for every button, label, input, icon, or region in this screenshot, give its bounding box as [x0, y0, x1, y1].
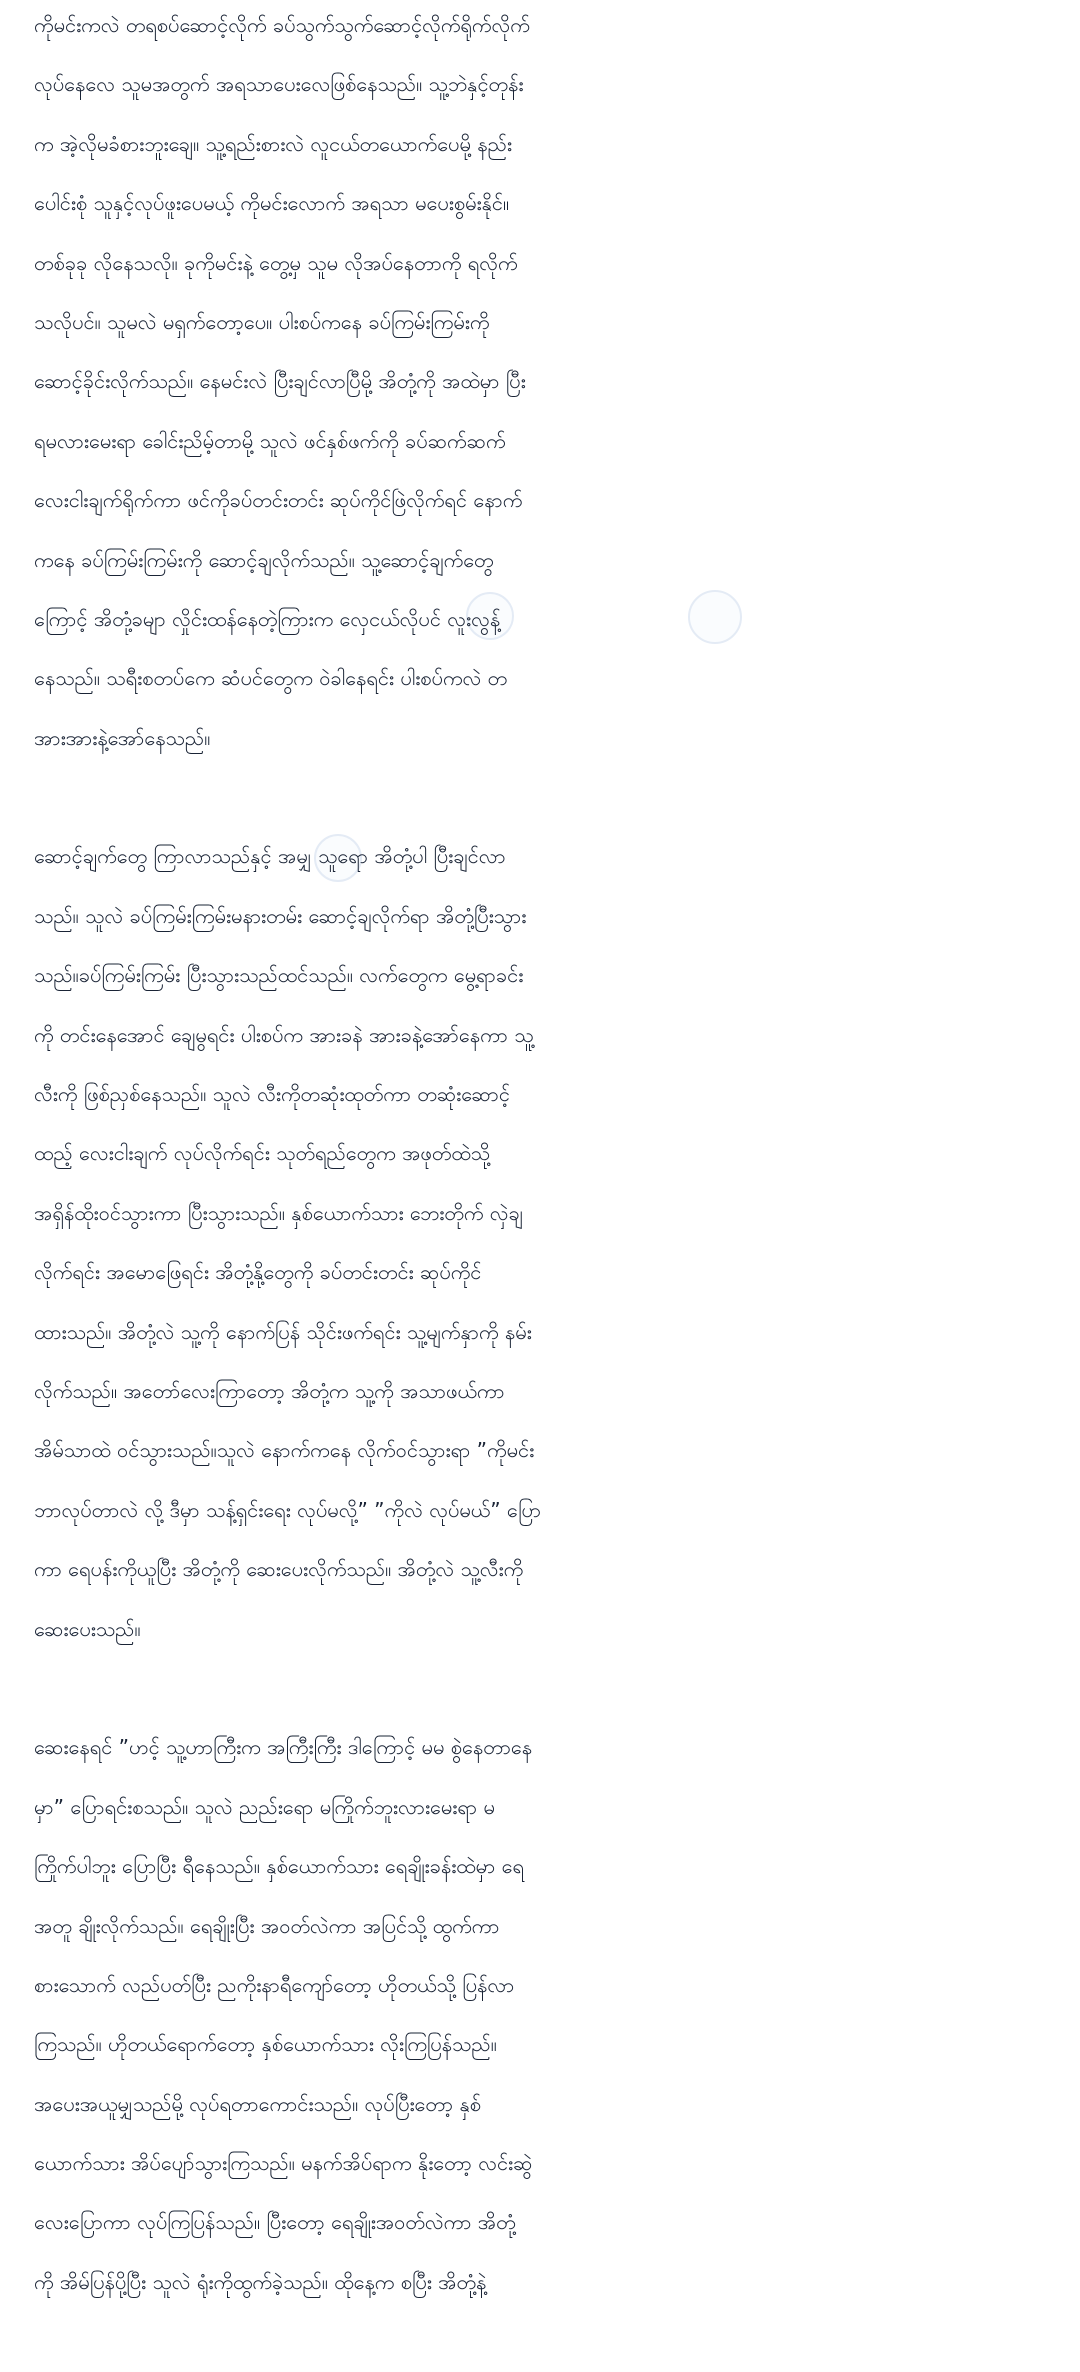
- text-line: သည်။ခပ်ကြမ်းကြမ်း ပြီးသွားသည်ထင်သည်။ လက်တွေက မွေ့ရာခင်း: [34, 963, 524, 988]
- text-line: ဆေးပေးသည်။: [34, 1616, 141, 1641]
- text-line: လိုက်သည်။ အတော်လေးကြာတော့ အိတုံ့က သူ့ကို အသာဖယ်ကာ: [34, 1378, 505, 1403]
- text-line: နေသည်။ သရီးစတပ်ကေ ဆံပင်တွေက ဝဲခါနေရင်း ပါးစပ်ကလဲ တ: [34, 666, 508, 691]
- text-line: ထည့် လေးငါးချက် လုပ်လိုက်ရင်း သုတ်ရည်တွေက အဖုတ်ထဲသို့: [34, 1141, 490, 1166]
- text-line: စားသောက် လည်ပတ်ပြီး ညကိုးနာရီကျော်တော့ ဟိုတယ်သို့ ပြန်လာ: [34, 1972, 515, 1997]
- text-line: အတူ ချိုးလိုက်သည်။ ရေချိုးပြီး အဝတ်လဲကာ အပြင်သို့ ထွက်ကာ: [34, 1913, 500, 1938]
- text-line: လီးကို ဖြစ်ညှစ်နေသည်။ သူလဲ လီးကိုတဆုံးထုတ်ကာ တဆုံးဆောင့်: [34, 1082, 510, 1107]
- text-line: က အဲ့လိုမခံစားဘူးချေ။ သူ့ရည်းစားလဲ လူငယ်တယောက်ပေမို့ နည်း: [34, 131, 513, 156]
- text-line: ဆောင့်ခိုင်းလိုက်သည်။ နေမင်းလဲ ပြီးချင်လာပြီမို့ အိတုံ့ကို အထဲမှာ ပြီး: [34, 369, 526, 394]
- text-line: သည်။ သူလဲ ခပ်ကြမ်းကြမ်းမနားတမ်း ဆောင့်ချလိုက်ရာ အိတုံ့ပြီးသွား: [34, 903, 527, 928]
- text-line: လုပ်နေလေ သူမအတွက် အရသာပေးလေဖြစ်နေသည်။ သူ့ဘဲနှင့်တုန်း: [34, 72, 524, 97]
- text-line: လေးပြောကာ လုပ်ကြပြန်သည်။ ပြီးတော့ ရေချိုးအဝတ်လဲကာ အိတုံ့: [34, 2210, 516, 2235]
- text-line: အားအားနဲ့အော်နေသည်။: [34, 725, 211, 750]
- text-line: ပေါင်းစုံ သူနှင့်လုပ်ဖူးပေမယ့် ကိုမင်းလောက် အရသာ မပေးစွမ်းနိုင်။: [34, 191, 510, 216]
- text-line: ကနေ ခပ်ကြမ်းကြမ်းကို ဆောင့်ချလိုက်သည်။ သူ့ဆောင့်ချက်တွေ: [34, 547, 494, 572]
- text-line: ကို အိမ်ပြန်ပို့ပြီး သူလဲ ရုံးကိုထွက်ခဲ့သည်။ ထိုနေ့က စပြီး အိတုံ့နဲ့: [34, 2269, 487, 2294]
- article-body: [34, 0, 1050, 2372]
- text-line: ဆောင့်ချက်တွေ ကြာလာသည်နှင့် အမျှ သူရော အိတုံ့ပါ ပြီးချင်လာ: [34, 844, 506, 869]
- paragraph-3: [34, 1718, 1050, 2312]
- text-line: ယောက်သား အိပ်ပျော်သွားကြသည်။ မနက်အိပ်ရာက နိုးတော့ လင်းဆွဲ: [34, 2151, 533, 2176]
- text-line: ကာ ရေပန်းကိုယူပြီး အိတုံ့ကို ဆေးပေးလိုက်သည်။ အိတုံ့လဲ သူ့လီးကို: [34, 1557, 524, 1582]
- text-line: ကြသည်။ ဟိုတယ်ရောက်တော့ နှစ်ယောက်သား လိုးကြပြန်သည်။: [34, 2032, 497, 2057]
- text-line: ကို တင်းနေအောင် ချေမွရင်း ပါးစပ်က အားခနဲ အားခနဲ့အော်နေကာ သူ့: [34, 1022, 534, 1047]
- text-line: အပေးအယူမျှသည်မို့ လုပ်ရတာကောင်းသည်။ လုပ်ပြီးတော့ နှစ်: [34, 2091, 482, 2116]
- text-line: ရမလားမေးရာ ခေါင်းညိမ့်တာမို့ သူလဲ ဖင်နှစ်ဖက်ကို ခပ်ဆက်ဆက်: [34, 428, 506, 453]
- paragraph-2: [34, 827, 1050, 1658]
- text-line: ဆေးနေရင် ”ဟင့် သူ့ဟာကြီးက အကြီးကြီး ဒါကြောင့် မမ စွဲနေတာနေ: [34, 1735, 533, 1760]
- text-line: တစ်ခုခု လိုနေသလို။ ခုကိုမင်းနဲ့ တွေ့မှ သူမ လိုအပ်နေတာကို ရလိုက်: [34, 250, 518, 275]
- text-line: သလိုပင်။ သူမလဲ မရှက်တော့ပေ။ ပါးစပ်ကနေ ခပ်ကြမ်းကြမ်းကို: [34, 309, 490, 334]
- text-line: လိုက်ရင်း အမောဖြေရင်း အိတုံ့နို့တွေကို ခပ်တင်းတင်း ဆုပ်ကိုင်: [34, 1260, 482, 1285]
- text-line: အိမ်သာထဲ ဝင်သွားသည်။သူလဲ နောက်ကနေ လိုက်ဝင်သွားရာ ”ကိုမင်း: [34, 1438, 535, 1463]
- paragraph-1: [34, 0, 1050, 768]
- text-line: ဘာလုပ်တာလဲ လို့ ဒီမှာ သန့်ရှင်းရေး လုပ်မလို့” ”ကိုလဲ လုပ်မယ်” ပြော: [34, 1497, 542, 1522]
- text-line: ထားသည်။ အိတုံ့လဲ သူ့ကို နောက်ပြန် သိုင်းဖက်ရင်း သူ့မျက်နှာကို နမ်း: [34, 1319, 532, 1344]
- text-line: ကြိုက်ပါဘူး ပြောပြီး ရီနေသည်။ နှစ်ယောက်သား ရေချိုးခန်းထဲမှာ ရေ: [34, 1854, 524, 1879]
- text-line: အရှိန်ထိုးဝင်သွားကာ ပြီးသွားသည်။ နှစ်ယောက်သား ဘေးတိုက် လှဲချ: [34, 1200, 523, 1225]
- text-line: လေးငါးချက်ရိုက်ကာ ဖင်ကိုခပ်တင်းတင်း ဆုပ်ကိုင်ဖြဲလိုက်ရင် နောက်: [34, 488, 523, 513]
- text-line: ကြောင့် အိတုံ့ခမျာ လှိုင်းထန်နေတဲ့ကြားက လှေငယ်လိုပင် လူးလွန့်: [34, 606, 501, 631]
- text-line: မှာ” ပြောရင်းစသည်။ သူလဲ ညည်းရော မကြိုက်ဘူးလားမေးရာ မ: [34, 1794, 495, 1819]
- text-line: ကိုမင်းကလဲ တရစပ်ဆောင့်လိုက် ခပ်သွက်သွက်ဆောင့်လိုက်ရိုက်လိုက်: [34, 13, 530, 37]
